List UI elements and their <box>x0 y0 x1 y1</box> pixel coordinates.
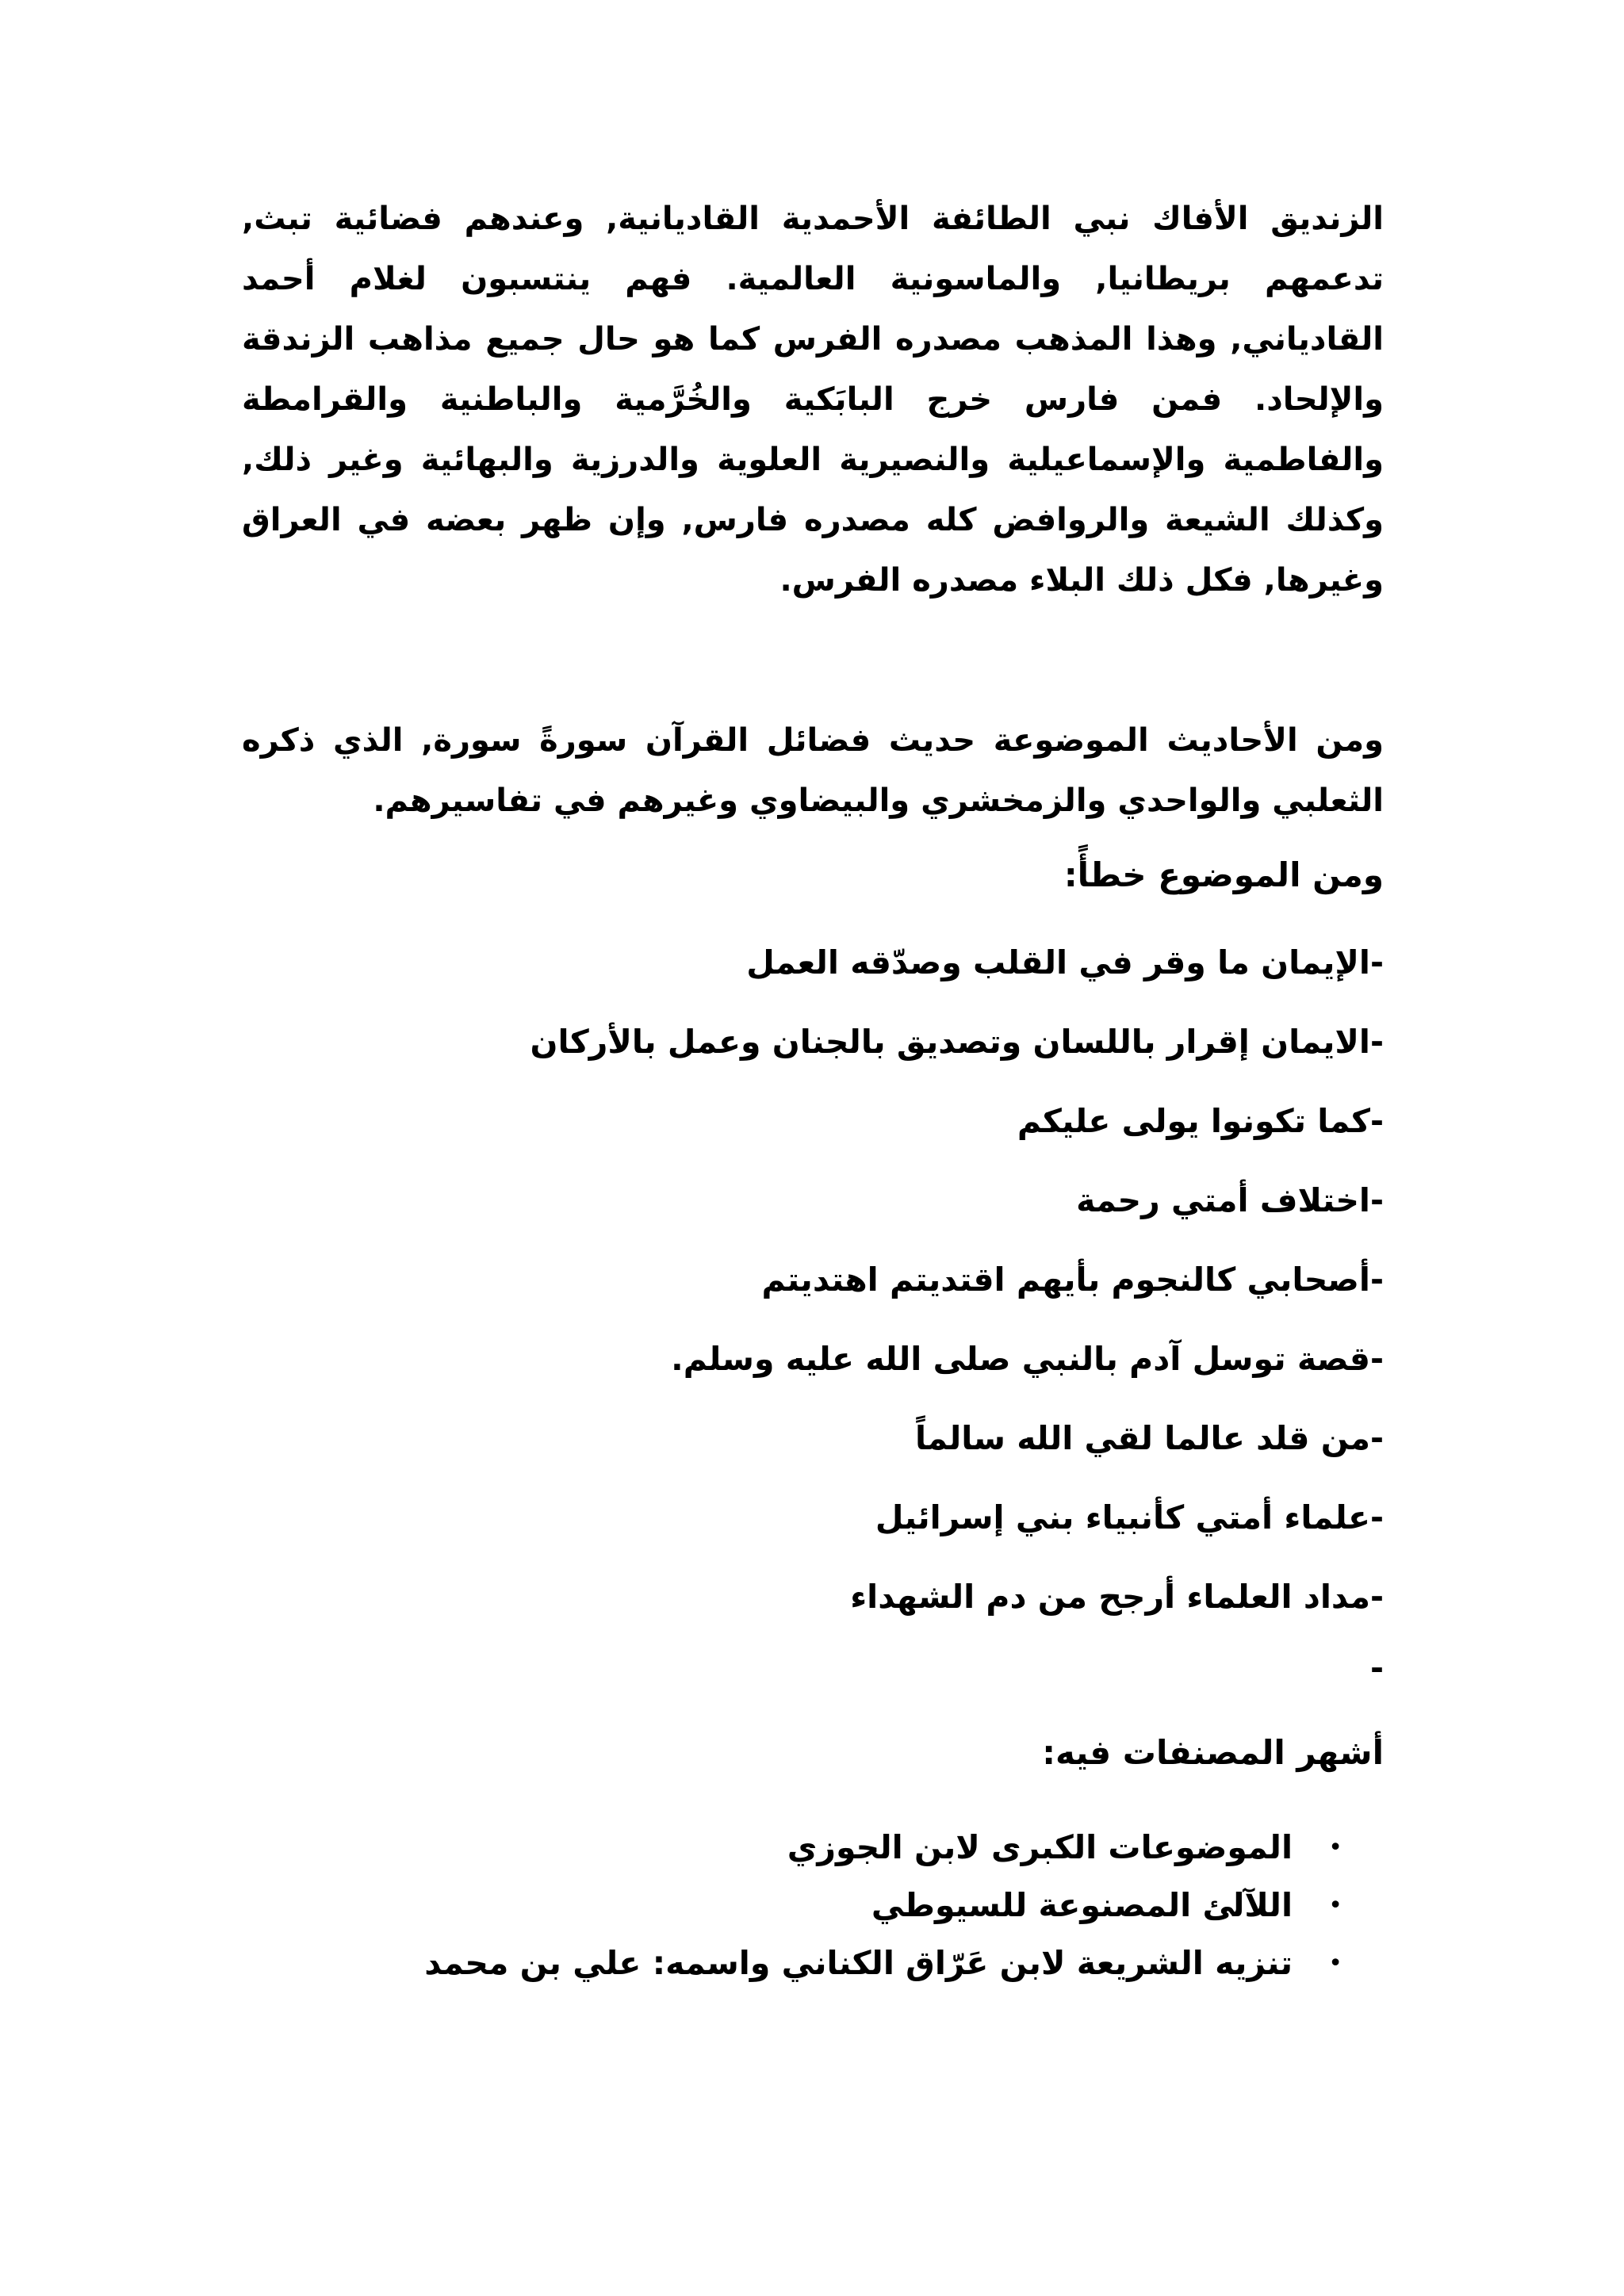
list-item <box>242 1877 1384 1934</box>
heading-famous-works: أشهر المصنفات فيه: <box>1042 1733 1384 1772</box>
work-title: الموضوعات الكبرى لابن الجوزي <box>787 1828 1293 1866</box>
list-item <box>242 1819 1384 1877</box>
heading-mistaken-fabrications: ومن الموضوع خطأً: <box>1063 855 1384 894</box>
fabricated-sayings-list <box>242 923 1384 1700</box>
list-item <box>242 1934 1384 1992</box>
list-item: -من قلد عالما لقي الله سالماً <box>914 1419 1384 1457</box>
work-title: اللآلئ المصنوعة للسيوطي <box>871 1886 1293 1924</box>
bullet-icon: • <box>1328 1950 1342 1977</box>
bullet-icon: • <box>1328 1892 1342 1919</box>
work-title: تنزيه الشريعة لابن عَرّاق الكناني واسمه: علي بن محمد <box>424 1944 1293 1982</box>
list-item: -الإيمان ما وقر في القلب وصدّقه العمل <box>746 943 1384 982</box>
list-item: -اختلاف أمتي رحمة <box>1076 1181 1384 1219</box>
list-item: -قصة توسل آدم بالنبي صلى الله عليه وسلم. <box>671 1340 1384 1378</box>
bullet-icon: • <box>1328 1834 1342 1862</box>
famous-works-list <box>242 1819 1384 1992</box>
list-item: -مداد العلماء أرجح من دم الشهداء <box>850 1578 1384 1616</box>
paragraph-fadail-quran: ومن الأحاديث الموضوعة حديث فضائل القرآن سورةً سورة, الذي ذكره الثعلبي والواحدي والزمخشري والبيضاوي وغيرهم في تفاسيرهم. <box>242 722 1384 819</box>
list-item: -علماء أمتي كأنبياء بني إسرائيل <box>875 1498 1384 1536</box>
list-item: -أصحابي كالنجوم بأيهم اقتديتم اهتديتم <box>761 1261 1384 1299</box>
page-content <box>242 189 1384 1992</box>
list-item: -كما تكونوا يولى عليكم <box>1017 1102 1384 1140</box>
paragraph-qadiani: الزنديق الأفاك نبي الطائفة الأحمدية القاديانية, وعندهم فضائية تبث, تدعمهم بريطانيا, والماسونية العالمية. فهم ينتسبون لغلام أحمد القادياني, وهذا المذهب مصدره الفرس كما هو حال جميع مذاهب الزندقة والإلحاد. فمن فارس خرج البابَكية والخُرَّمية والباطنية والقرامطة والفاطمية والإسماعيلية والنصيرية العلوية والدرزية والبهائية وغير ذلك, وكذلك الشيعة والروافض كله مصدره فارس, وإن ظهر بعضه في العراق وغيرها, فكل ذلك البلاء مصدره الفرس. <box>242 201 1384 599</box>
list-item: -الايمان إقرار باللسان وتصديق بالجنان وعمل بالأركان <box>530 1023 1384 1061</box>
list-item-empty-dash: - <box>1369 1649 1384 1687</box>
